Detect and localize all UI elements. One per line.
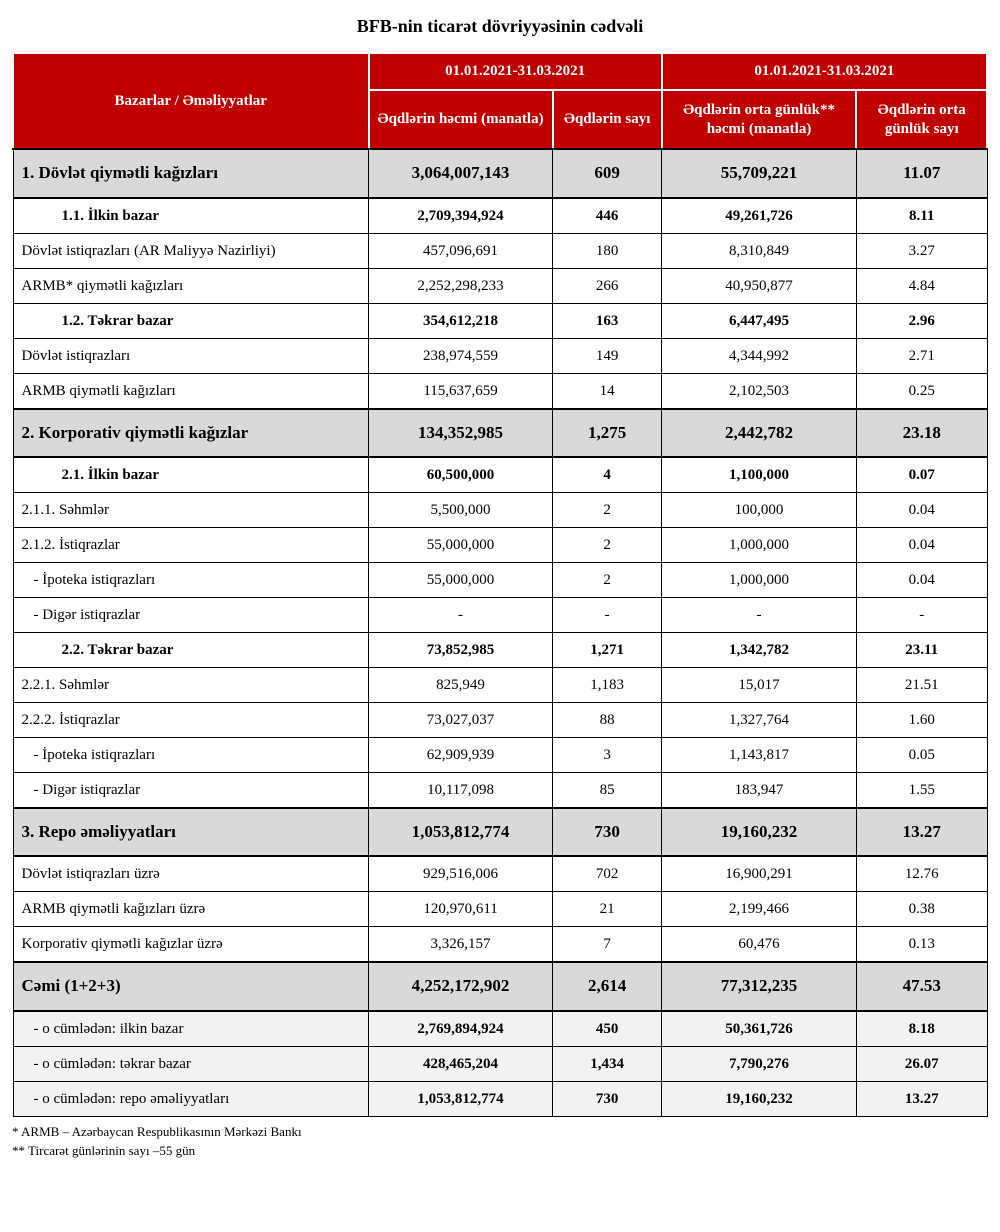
cell-value: 7,790,276 bbox=[662, 1046, 857, 1081]
cell-value: 13.27 bbox=[856, 1081, 987, 1116]
table-row bbox=[13, 962, 987, 1010]
cell-value: 4,252,172,902 bbox=[369, 962, 553, 1010]
table-row bbox=[13, 409, 987, 457]
header-period-right: 01.01.2021-31.03.2021 bbox=[662, 53, 987, 90]
row-label: 2. Korporativ qiymətli kağızlar bbox=[13, 409, 369, 457]
cell-value: 1,053,812,774 bbox=[369, 1081, 553, 1116]
footnote-trading-days: ** Tircarət günlərinin sayı –55 gün bbox=[12, 1143, 196, 1159]
cell-value: 6,447,495 bbox=[662, 303, 857, 338]
cell-value: 163 bbox=[553, 303, 662, 338]
table-row bbox=[13, 668, 987, 703]
cell-value: 5,500,000 bbox=[369, 493, 553, 528]
cell-value: 702 bbox=[553, 856, 662, 892]
cell-value: 21 bbox=[553, 892, 662, 927]
cell-value: 2,442,782 bbox=[662, 409, 857, 457]
cell-value: 2,102,503 bbox=[662, 373, 857, 409]
cell-value: 0.04 bbox=[856, 493, 987, 528]
cell-value: 23.18 bbox=[856, 409, 987, 457]
cell-value: 1,143,817 bbox=[662, 738, 857, 773]
table-row bbox=[13, 563, 987, 598]
row-label: Dövlət istiqrazları bbox=[13, 338, 369, 373]
table-row bbox=[13, 703, 987, 738]
cell-value: 115,637,659 bbox=[369, 373, 553, 409]
table-row bbox=[13, 268, 987, 303]
row-label: - o cümlədən: repo əməliyyatları bbox=[13, 1081, 369, 1116]
cell-value: 0.07 bbox=[856, 457, 987, 493]
cell-value: 77,312,235 bbox=[662, 962, 857, 1010]
cell-value: 1,053,812,774 bbox=[369, 808, 553, 856]
table-row bbox=[13, 528, 987, 563]
header-period-left: 01.01.2021-31.03.2021 bbox=[369, 53, 662, 90]
row-label: 1.2. Təkrar bazar bbox=[13, 303, 369, 338]
row-label: - İpoteka istiqrazları bbox=[13, 738, 369, 773]
cell-value: - bbox=[553, 598, 662, 633]
row-label: 2.1.1. Səhmlər bbox=[13, 493, 369, 528]
table-row bbox=[13, 1081, 987, 1116]
row-label: 2.2.2. İstiqrazlar bbox=[13, 703, 369, 738]
cell-value: 62,909,939 bbox=[369, 738, 553, 773]
cell-value: 609 bbox=[553, 149, 662, 197]
table-row bbox=[13, 457, 987, 493]
cell-value: 7 bbox=[553, 927, 662, 963]
row-label: - Digər istiqrazlar bbox=[13, 773, 369, 809]
cell-value: 3,326,157 bbox=[369, 927, 553, 963]
row-label: ARMB qiymətli kağızları üzrə bbox=[13, 892, 369, 927]
table-row bbox=[13, 198, 987, 234]
cell-value: 2 bbox=[553, 563, 662, 598]
cell-value: 1,327,764 bbox=[662, 703, 857, 738]
cell-value: 26.07 bbox=[856, 1046, 987, 1081]
row-label: 2.1. İlkin bazar bbox=[13, 457, 369, 493]
cell-value: 730 bbox=[553, 1081, 662, 1116]
cell-value: 2.96 bbox=[856, 303, 987, 338]
cell-value: 1,000,000 bbox=[662, 563, 857, 598]
table-row bbox=[13, 808, 987, 856]
cell-value: 60,500,000 bbox=[369, 457, 553, 493]
table-row bbox=[13, 892, 987, 927]
cell-value: 16,900,291 bbox=[662, 856, 857, 892]
cell-value: 1,342,782 bbox=[662, 633, 857, 668]
cell-value: 149 bbox=[553, 338, 662, 373]
cell-value: 266 bbox=[553, 268, 662, 303]
cell-value: 238,974,559 bbox=[369, 338, 553, 373]
table-row bbox=[13, 633, 987, 668]
cell-value: 134,352,985 bbox=[369, 409, 553, 457]
cell-value: 1,434 bbox=[553, 1046, 662, 1081]
cell-value: 2,709,394,924 bbox=[369, 198, 553, 234]
row-label: 3. Repo əməliyyatları bbox=[13, 808, 369, 856]
cell-value: 120,970,611 bbox=[369, 892, 553, 927]
cell-value: 55,000,000 bbox=[369, 563, 553, 598]
cell-value: 2 bbox=[553, 528, 662, 563]
footnote-armb: * ARMB – Azərbaycan Respublikasının Mərkəzi Bankı bbox=[12, 1123, 302, 1139]
cell-value: 2,199,466 bbox=[662, 892, 857, 927]
cell-value: 4,344,992 bbox=[662, 338, 857, 373]
cell-value: 11.07 bbox=[856, 149, 987, 197]
cell-value: 8,310,849 bbox=[662, 233, 857, 268]
cell-value: 1,183 bbox=[553, 668, 662, 703]
cell-value: 40,950,877 bbox=[662, 268, 857, 303]
cell-value: 0.04 bbox=[856, 563, 987, 598]
table-row bbox=[13, 373, 987, 409]
cell-value: 4.84 bbox=[856, 268, 987, 303]
cell-value: 49,261,726 bbox=[662, 198, 857, 234]
page-title: BFB-nin ticarət dövriyyəsinin cədvəli bbox=[356, 16, 644, 36]
table-body bbox=[13, 149, 987, 1116]
cell-value: - bbox=[662, 598, 857, 633]
cell-value: 3,064,007,143 bbox=[369, 149, 553, 197]
row-label: 2.2. Təkrar bazar bbox=[13, 633, 369, 668]
row-label: Korporativ qiymətli kağızlar üzrə bbox=[13, 927, 369, 963]
table-row bbox=[13, 233, 987, 268]
header-period-row bbox=[13, 53, 987, 90]
cell-value: 1,100,000 bbox=[662, 457, 857, 493]
cell-value: 19,160,232 bbox=[662, 1081, 857, 1116]
cell-value: 60,476 bbox=[662, 927, 857, 963]
row-label: Dövlət istiqrazları (AR Maliyyə Nazirliyi) bbox=[13, 233, 369, 268]
table-row bbox=[13, 338, 987, 373]
cell-value: 50,361,726 bbox=[662, 1011, 857, 1047]
cell-value: 19,160,232 bbox=[662, 808, 857, 856]
cell-value: 8.11 bbox=[856, 198, 987, 234]
cell-value: 15,017 bbox=[662, 668, 857, 703]
table-row bbox=[13, 493, 987, 528]
cell-value: 8.18 bbox=[856, 1011, 987, 1047]
cell-value: 1,000,000 bbox=[662, 528, 857, 563]
cell-value: - bbox=[369, 598, 553, 633]
row-label: 1. Dövlət qiymətli kağızları bbox=[13, 149, 369, 197]
row-label: Dövlət istiqrazları üzrə bbox=[13, 856, 369, 892]
header-avg-daily-volume: Əqdlərin orta günlük** həcmi (manatla) bbox=[662, 90, 857, 150]
row-label: - İpoteka istiqrazları bbox=[13, 563, 369, 598]
table-header bbox=[13, 53, 987, 149]
cell-value: 0.04 bbox=[856, 528, 987, 563]
cell-value: 450 bbox=[553, 1011, 662, 1047]
trade-turnover-table bbox=[12, 52, 988, 1117]
cell-value: 0.13 bbox=[856, 927, 987, 963]
cell-value: 2,614 bbox=[553, 962, 662, 1010]
cell-value: 3 bbox=[553, 738, 662, 773]
cell-value: 1.55 bbox=[856, 773, 987, 809]
row-label: ARMB* qiymətli kağızları bbox=[13, 268, 369, 303]
table-row bbox=[13, 1011, 987, 1047]
cell-value: 21.51 bbox=[856, 668, 987, 703]
header-markets-operations: Bazarlar / Əməliyyatlar bbox=[13, 53, 369, 149]
cell-value: 73,852,985 bbox=[369, 633, 553, 668]
cell-value: 100,000 bbox=[662, 493, 857, 528]
cell-value: 14 bbox=[553, 373, 662, 409]
cell-value: 2.71 bbox=[856, 338, 987, 373]
row-label: 2.1.2. İstiqrazlar bbox=[13, 528, 369, 563]
cell-value: 428,465,204 bbox=[369, 1046, 553, 1081]
row-label: Cəmi (1+2+3) bbox=[13, 962, 369, 1010]
cell-value: 1,275 bbox=[553, 409, 662, 457]
cell-value: 73,027,037 bbox=[369, 703, 553, 738]
cell-value: 180 bbox=[553, 233, 662, 268]
table-row bbox=[13, 927, 987, 963]
cell-value: 825,949 bbox=[369, 668, 553, 703]
cell-value: 354,612,218 bbox=[369, 303, 553, 338]
row-label: ARMB qiymətli kağızları bbox=[13, 373, 369, 409]
cell-value: 47.53 bbox=[856, 962, 987, 1010]
row-label: 2.2.1. Səhmlər bbox=[13, 668, 369, 703]
cell-value: 12.76 bbox=[856, 856, 987, 892]
table-row bbox=[13, 856, 987, 892]
cell-value: 457,096,691 bbox=[369, 233, 553, 268]
cell-value: 55,709,221 bbox=[662, 149, 857, 197]
cell-value: 446 bbox=[553, 198, 662, 234]
table-row bbox=[13, 773, 987, 809]
cell-value: 0.25 bbox=[856, 373, 987, 409]
cell-value: - bbox=[856, 598, 987, 633]
cell-value: 929,516,006 bbox=[369, 856, 553, 892]
footnotes bbox=[12, 1122, 988, 1161]
table-row bbox=[13, 598, 987, 633]
row-label: - o cümlədən: ilkin bazar bbox=[13, 1011, 369, 1047]
cell-value: 0.05 bbox=[856, 738, 987, 773]
cell-value: 183,947 bbox=[662, 773, 857, 809]
cell-value: 2,252,298,233 bbox=[369, 268, 553, 303]
cell-value: 3.27 bbox=[856, 233, 987, 268]
row-label: - Digər istiqrazlar bbox=[13, 598, 369, 633]
cell-value: 1.60 bbox=[856, 703, 987, 738]
header-deal-count: Əqdlərin sayı bbox=[553, 90, 662, 150]
cell-value: 4 bbox=[553, 457, 662, 493]
table-row bbox=[13, 1046, 987, 1081]
header-avg-daily-count: Əqdlərin orta günlük sayı bbox=[856, 90, 987, 150]
cell-value: 2 bbox=[553, 493, 662, 528]
table-row bbox=[13, 738, 987, 773]
header-deal-volume: Əqdlərin həcmi (manatla) bbox=[369, 90, 553, 150]
table-row bbox=[13, 303, 987, 338]
cell-value: 10,117,098 bbox=[369, 773, 553, 809]
cell-value: 23.11 bbox=[856, 633, 987, 668]
cell-value: 2,769,894,924 bbox=[369, 1011, 553, 1047]
row-label: - o cümlədən: təkrar bazar bbox=[13, 1046, 369, 1081]
table-row bbox=[13, 149, 987, 197]
cell-value: 85 bbox=[553, 773, 662, 809]
row-label: 1.1. İlkin bazar bbox=[13, 198, 369, 234]
cell-value: 13.27 bbox=[856, 808, 987, 856]
cell-value: 0.38 bbox=[856, 892, 987, 927]
cell-value: 1,271 bbox=[553, 633, 662, 668]
cell-value: 730 bbox=[553, 808, 662, 856]
cell-value: 55,000,000 bbox=[369, 528, 553, 563]
cell-value: 88 bbox=[553, 703, 662, 738]
